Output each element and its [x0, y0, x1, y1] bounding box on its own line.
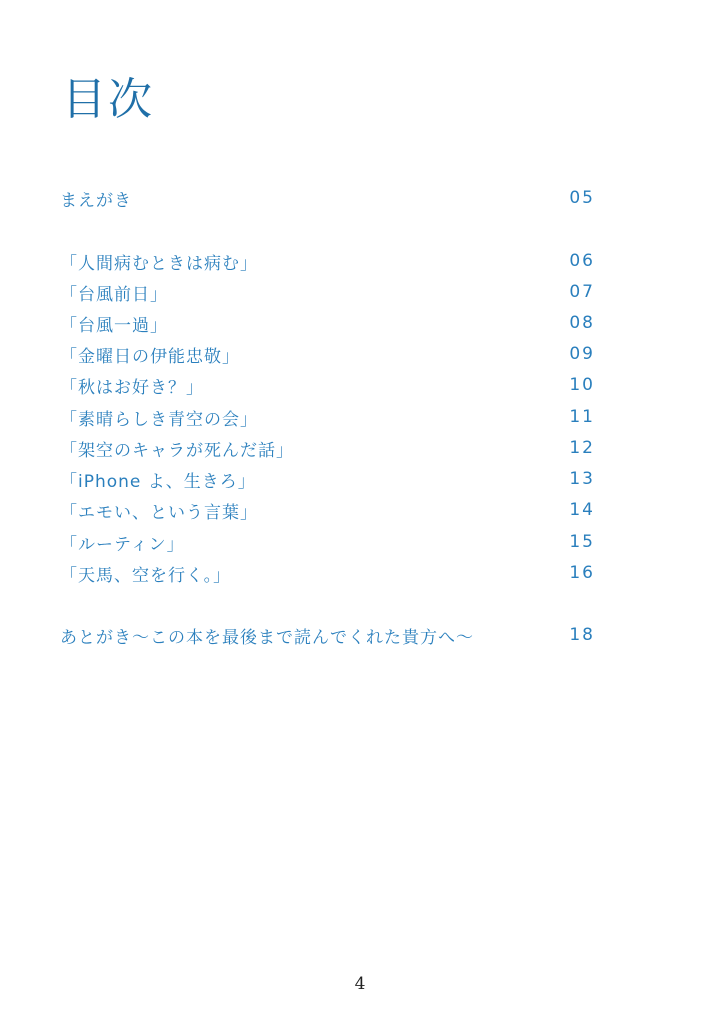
toc-entry-page: 07	[569, 282, 595, 302]
toc-entry-label: 「台風前日」	[60, 284, 168, 305]
toc-entry-page: 14	[569, 500, 595, 520]
toc-entry-label: まえがき	[60, 190, 132, 211]
toc-entry-label: 「エモい、という言葉」	[60, 502, 258, 523]
toc-entry-label: 「架空のキャラが死んだ話」	[60, 440, 294, 461]
toc-entry[interactable]	[60, 342, 595, 366]
toc-entry[interactable]	[60, 373, 595, 397]
toc-entry-page: 12	[569, 438, 595, 458]
toc-entry-page: 11	[569, 407, 595, 427]
toc-entry-label: 「秋はお好き？」	[60, 377, 204, 398]
toc-entry-label: 「人間病むときは病む」	[60, 253, 258, 274]
toc-entry-label: あとがき～この本を最後まで読んでくれた貴方へ～	[60, 627, 474, 648]
toc-entry[interactable]	[60, 311, 595, 335]
toc-entry[interactable]	[60, 405, 595, 429]
toc-entry-page: 06	[569, 251, 595, 271]
toc-entry-page: 18	[569, 625, 595, 645]
toc-entry[interactable]	[60, 561, 595, 585]
toc-entry-label: 「金曜日の伊能忠敬」	[60, 346, 240, 367]
toc-entry-label: 「iPhone よ、生きろ」	[60, 471, 256, 492]
toc-entry-page: 09	[569, 344, 595, 364]
toc-entry-page: 08	[569, 313, 595, 333]
toc-entry-page: 15	[569, 532, 595, 552]
toc-entry-page: 05	[569, 188, 595, 208]
toc-entry[interactable]	[60, 436, 595, 460]
toc-entry[interactable]	[60, 498, 595, 522]
toc-entry[interactable]	[60, 280, 595, 304]
toc-entry-page: 10	[569, 375, 595, 395]
toc-entry[interactable]	[60, 249, 595, 273]
toc-entry[interactable]	[60, 186, 595, 210]
toc-entry-label: 「台風一過」	[60, 315, 168, 336]
toc-entry-label: 「ルーティン」	[60, 534, 185, 555]
toc-entry-page: 16	[569, 563, 595, 583]
toc-entry-label: 「素晴らしき青空の会」	[60, 409, 258, 430]
toc-entry-page: 13	[569, 469, 595, 489]
toc-entry-label: 「天馬、空を行く。」	[60, 565, 232, 586]
toc-entry[interactable]	[60, 530, 595, 554]
page-title: 目次	[62, 74, 154, 125]
toc-entry[interactable]	[60, 467, 595, 491]
page-number: 4	[354, 974, 366, 994]
toc-entry[interactable]	[60, 623, 595, 647]
